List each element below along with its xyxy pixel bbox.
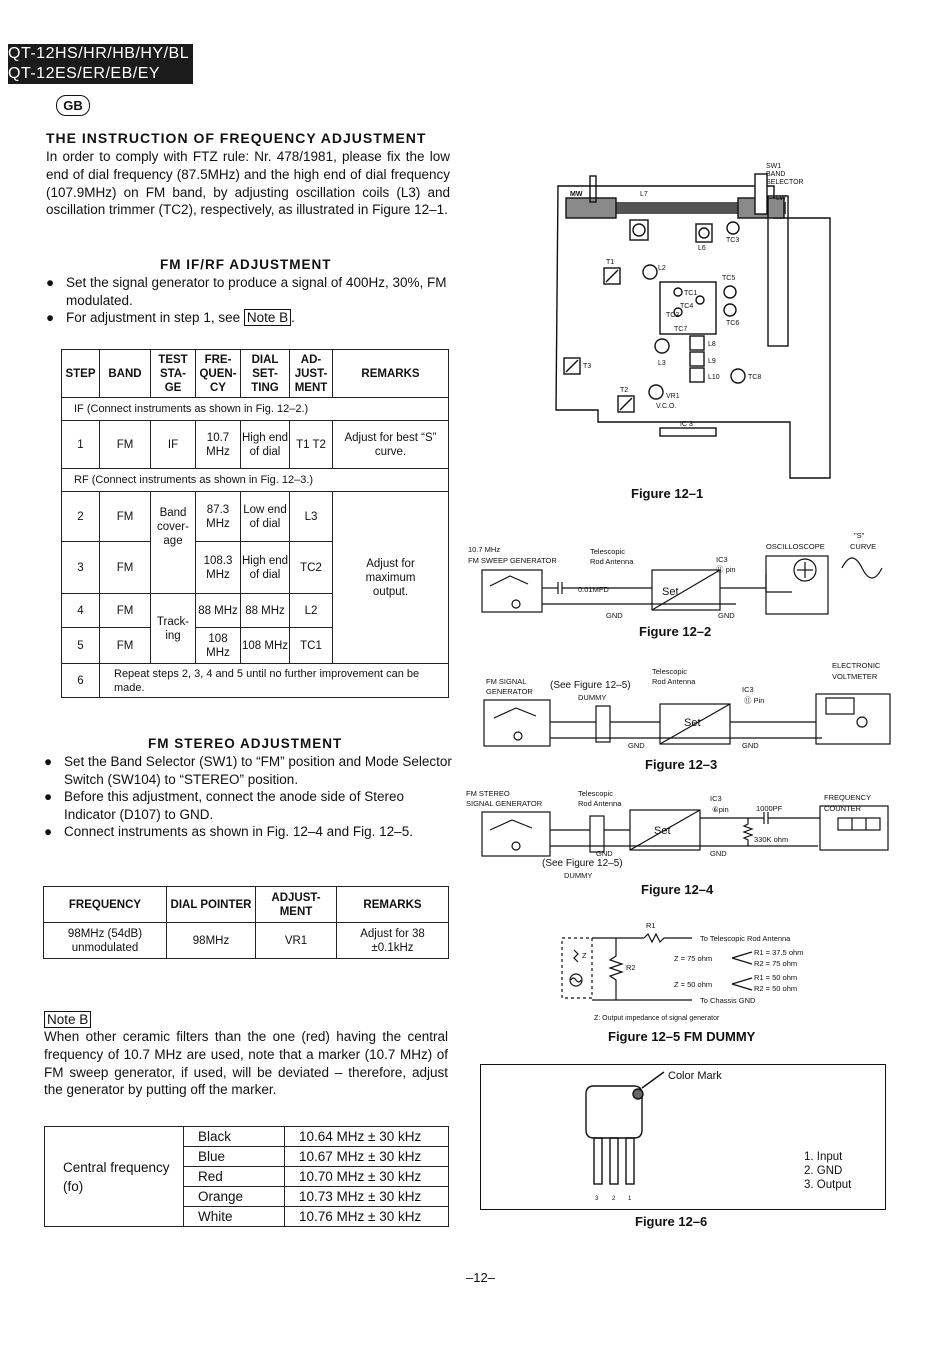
cell-band: FM: [100, 421, 151, 469]
page-number: –12–: [466, 1270, 495, 1285]
cell-repeat-note: Repeat steps 2, 3, 4 and 5 until no further improvement can be made.: [100, 664, 449, 698]
pcb-label: TC8: [748, 374, 762, 381]
fig3-label: VOLTMETER: [832, 672, 878, 681]
filter-frequency: 10.76 MHz ± 30 kHz: [285, 1207, 449, 1227]
fig2-label: IC3: [716, 555, 728, 564]
cell-step: 2: [62, 492, 100, 542]
cell-adjust: L2: [290, 594, 333, 628]
fm-stereo-bullet-2: ● Before this adjustment, connect the anode side of Stereo Indicator (D107) to GND.: [44, 789, 404, 822]
pcb-label: LW: [776, 195, 786, 202]
fig5-label: R1 = 50 ohm: [754, 973, 798, 982]
pcb-label: IC 3: [680, 421, 693, 428]
pin-function-item: 1. Input: [804, 1151, 843, 1163]
filter-color: Orange: [184, 1187, 285, 1207]
col-adjustment: ADJUST-MENT: [256, 887, 337, 923]
cell-band: FM: [100, 492, 151, 542]
figure-12-1-pcb-diagram: [548, 160, 848, 480]
pcb-label: T2: [620, 387, 629, 394]
bullet-text: Connect instruments as shown in Fig. 12–4 and Fig. 12–5.: [64, 824, 413, 839]
pcb-label: TC2: [666, 312, 680, 319]
intro-title: THE INSTRUCTION OF FREQUENCY ADJUSTMENT: [46, 130, 427, 146]
fig5-label: R2 = 50 ohm: [754, 984, 798, 993]
fig2-label: "S": [854, 531, 865, 540]
col-dial-setting: DIAL SET- TING: [241, 350, 290, 398]
fig5-label: R2 = 75 ohm: [754, 959, 798, 968]
fm-ifrf-bullet-2: ● For adjustment in step 1, see Note B .: [46, 310, 295, 325]
fig4-label: DUMMY: [564, 871, 593, 880]
pcb-label: TC4: [680, 303, 694, 310]
cell-step: 6: [62, 664, 100, 698]
fig5-label: Z: Output impedance of signal generator: [594, 1015, 720, 1022]
figure-12-6-caption: Figure 12–6: [635, 1214, 708, 1229]
col-band: BAND: [100, 350, 151, 398]
bullet-text: Before this adjustment, connect the anode side of Stereo Indicator (D107) to GND.: [64, 789, 404, 822]
note-b-label: Note B: [44, 1011, 91, 1029]
pcb-label: L6: [698, 245, 706, 252]
fig4-label: ⑥pin: [712, 805, 729, 814]
country-badge: GB: [56, 95, 90, 116]
pcb-label: TC1: [684, 290, 698, 297]
col-frequency: FREQUENCY: [44, 887, 167, 923]
pin-function-item: 3. Output: [804, 1179, 852, 1191]
col-frequency: FRE- QUEN- CY: [196, 350, 241, 398]
model-line-1: QT-12HS/HR/HB/HY/BL: [8, 45, 190, 62]
cell-stage: IF: [151, 421, 196, 469]
model-line-2: QT-12ES/ER/EB/EY: [8, 65, 161, 82]
fig4-label: (See Figure 12–5): [542, 858, 623, 869]
fig2-label: 0.01MFD: [578, 585, 609, 594]
pcb-label: L3: [658, 360, 666, 367]
filter-color: White: [184, 1207, 285, 1227]
cell-frequency: 98MHz (54dB) unmodulated: [44, 923, 167, 959]
model-number-banner: [8, 44, 193, 84]
filter-color: Black: [184, 1127, 285, 1147]
fig3-label: GENERATOR: [486, 687, 533, 696]
fig5-label: Z = 50 ohm: [674, 980, 713, 989]
fig4-label: GND: [710, 849, 727, 858]
fig3-label: DUMMY: [578, 693, 607, 702]
filter-color: Red: [184, 1167, 285, 1187]
figure-12-6-ceramic-filter: [560, 1068, 670, 1204]
pcb-label: TC5: [722, 275, 736, 282]
fig3-label: ⑪ Pin: [744, 696, 765, 705]
fm-ifrf-title: FM IF/RF ADJUSTMENT: [160, 257, 332, 272]
fig3-label: Rod Antenna: [652, 677, 696, 686]
col-step: STEP: [62, 350, 100, 398]
pcb-label: L8: [708, 341, 716, 348]
figure-12-3-diagram: [482, 658, 902, 754]
cell-dial: Low end of dial: [241, 492, 290, 542]
fig3-label: GND: [628, 741, 645, 750]
fig2-label: ⑪ pin: [716, 565, 736, 574]
cell-dial: High end of dial: [241, 421, 290, 469]
pcb-label: T1: [606, 259, 615, 266]
cell-frequency: 108 MHz: [196, 628, 241, 664]
cell-dial: 88 MHz: [241, 594, 290, 628]
fig4-label: IC3: [710, 794, 722, 803]
cell-step: 4: [62, 594, 100, 628]
cell-adjust: VR1: [256, 923, 337, 959]
cell-step: 3: [62, 542, 100, 594]
filter-frequency: 10.70 MHz ± 30 kHz: [285, 1167, 449, 1187]
fig5-label: To Telescopic Rod Antenna: [700, 934, 791, 943]
color-mark-label: Color Mark: [668, 1070, 722, 1082]
pcb-label: TC7: [674, 326, 688, 333]
fig3-label: (See Figure 12–5): [550, 680, 631, 691]
cell-band: FM: [100, 542, 151, 594]
fm-ifrf-bullet-1: ● Set the signal generator to produce a signal of 400Hz, 30%, FM modulated.: [46, 275, 447, 308]
filter-pin-number: 1: [628, 1196, 632, 1202]
col-test-stage: TEST STA- GE: [151, 350, 196, 398]
fig5-label: Z = 75 ohm: [674, 954, 713, 963]
cell-step: 5: [62, 628, 100, 664]
fig4-label: 1000PF: [756, 804, 783, 813]
if-note-row: IF (Connect instruments as shown in Fig. 12–2.): [62, 398, 449, 421]
fig4-label: SIGNAL GENERATOR: [466, 799, 543, 808]
cell-adjust: TC2: [290, 542, 333, 594]
pcb-label: SELECTOR: [766, 179, 804, 186]
fig2-label: Set: [662, 586, 679, 598]
col-dial-pointer: DIAL POINTER: [167, 887, 256, 923]
fig5-label: R1 = 37.5 ohm: [754, 948, 804, 957]
cell-frequency: 88 MHz: [196, 594, 241, 628]
fig4-label: GND: [596, 849, 613, 858]
fm-stereo-bullet-1: ● Set the Band Selector (SW1) to “FM” position and Mode Selector Switch (SW104) to “STEREO” position.: [44, 754, 452, 787]
cell-remarks-rf: Adjust for maximum output.: [333, 492, 449, 664]
filter-frequency-table: [44, 1126, 449, 1227]
fig2-label: Telescopic: [590, 547, 626, 556]
fig5-label: Z: [582, 951, 587, 960]
figure-12-1-caption: Figure 12–1: [631, 486, 704, 501]
fig5-label: R2: [626, 963, 636, 972]
fig3-label: FM SIGNAL: [486, 677, 527, 686]
central-frequency-label: Central frequency (fo): [45, 1127, 184, 1227]
fig5-label: To Chassis GND: [700, 996, 756, 1005]
pcb-label: BAND: [766, 171, 786, 178]
pcb-label: TC6: [726, 320, 740, 327]
cell-band: FM: [100, 594, 151, 628]
pcb-label: TC3: [726, 237, 740, 244]
figure-12-4-diagram: [464, 784, 894, 882]
fig2-label: OSCILLOSCOPE: [766, 542, 825, 551]
filter-frequency: 10.73 MHz ± 30 kHz: [285, 1187, 449, 1207]
fig2-label: Rod Antenna: [590, 557, 634, 566]
figure-12-5-caption: Figure 12–5 FM DUMMY: [608, 1029, 756, 1044]
fig3-label: IC3: [742, 685, 754, 694]
cell-adjust: TC1: [290, 628, 333, 664]
cell-remarks: Adjust for 38 ±0.1kHz: [337, 923, 449, 959]
fig4-label: Set: [654, 825, 671, 837]
cell-band: FM: [100, 628, 151, 664]
pcb-label: VR1: [666, 393, 680, 400]
note-b-body: When other ceramic filters than the one (red) having the central frequency of 10.7 MHz are used, note that a marker (10.7 MHz) of FM sweep generator, if used, will be deviated – therefore, adjust the generator by putting off the marker.: [44, 1029, 448, 1098]
pin-function-item: 2. GND: [804, 1165, 843, 1177]
fig4-label: FM STEREO: [466, 789, 510, 798]
fm-stereo-bullet-3: ● Connect instruments as shown in Fig. 12–4 and Fig. 12–5.: [44, 824, 413, 839]
filter-pin-number: 3: [595, 1196, 599, 1202]
fig3-label: Telescopic: [652, 667, 688, 676]
fig4-label: 330K ohm: [754, 835, 789, 844]
fig3-label: ELECTRONIC: [832, 661, 881, 670]
pcb-label: V.C.O.: [656, 403, 677, 410]
col-remarks: REMARKS: [333, 350, 449, 398]
figure-12-3-caption: Figure 12–3: [645, 757, 718, 772]
fig5-label: R1: [646, 921, 656, 930]
cell-dial: 98MHz: [167, 923, 256, 959]
figure-12-5-dummy-diagram: [556, 918, 836, 1028]
fig3-label: GND: [742, 741, 759, 750]
cell-stage: Band cover-age: [151, 492, 196, 594]
fm-ifrf-table: [61, 349, 449, 698]
fm-stereo-title: FM STEREO ADJUSTMENT: [148, 736, 343, 751]
pcb-label: L7: [640, 191, 648, 198]
figure-12-2-diagram: [466, 528, 896, 626]
pcb-label: L2: [658, 265, 666, 272]
cell-step: 1: [62, 421, 100, 469]
filter-frequency: 10.67 MHz ± 30 kHz: [285, 1147, 449, 1167]
bullet-text-end: .: [291, 310, 295, 325]
cell-frequency: 108.3 MHz: [196, 542, 241, 594]
bullet-text: Set the Band Selector (SW1) to “FM” position and Mode Selector Switch (SW104) to “STEREO” position.: [64, 754, 452, 787]
col-remarks: REMARKS: [337, 887, 449, 923]
pcb-label: L9: [708, 358, 716, 365]
fig3-label: Set: [684, 717, 701, 729]
fig4-label: Telescopic: [578, 789, 614, 798]
fig2-label: 10.7 MHz: [468, 545, 501, 554]
pcb-label: L10: [708, 374, 720, 381]
pcb-label: T3: [583, 363, 592, 370]
cell-dial: High end of dial: [241, 542, 290, 594]
fig2-label: GND: [606, 611, 623, 620]
cell-frequency: 10.7 MHz: [196, 421, 241, 469]
figure-12-2-caption: Figure 12–2: [639, 624, 712, 639]
fig2-label: FM SWEEP GENERATOR: [468, 556, 557, 565]
fig4-label: Rod Antenna: [578, 799, 622, 808]
intro-body: In order to comply with FTZ rule: Nr. 478/1981, please fix the low end of dial frequency (87.5MHz) and the high end of dial frequency (107.9MHz) on FM band, by adjusting oscillation coils (L3) and oscillation trimmer (TC2), respectively, as illustrated in Figure 12–1.: [46, 149, 450, 218]
fig4-label: FREQUENCY: [824, 793, 872, 802]
cell-dial: 108 MHz: [241, 628, 290, 664]
note-b-reference: Note B: [244, 309, 291, 326]
fig4-label: COUNTER: [824, 804, 862, 813]
pcb-label: MW: [570, 191, 583, 198]
cell-adjust: T1 T2: [290, 421, 333, 469]
cell-adjust: L3: [290, 492, 333, 542]
fig2-label: CURVE: [850, 542, 877, 551]
cell-frequency: 87.3 MHz: [196, 492, 241, 542]
fm-stereo-table: [43, 886, 449, 959]
fig2-label: GND: [718, 611, 735, 620]
bullet-text: For adjustment in step 1, see: [66, 310, 244, 325]
col-adjustment: AD- JUST- MENT: [290, 350, 333, 398]
filter-frequency: 10.64 MHz ± 30 kHz: [285, 1127, 449, 1147]
rf-note-row: RF (Connect instruments as shown in Fig. 12–3.): [62, 469, 449, 492]
filter-color: Blue: [184, 1147, 285, 1167]
cell-stage: Track-ing: [151, 594, 196, 664]
cell-remarks: Adjust for best “S” curve.: [333, 421, 449, 469]
bullet-text: Set the signal generator to produce a signal of 400Hz, 30%, FM modulated.: [66, 275, 447, 308]
figure-12-4-caption: Figure 12–4: [641, 882, 714, 897]
filter-pin-number: 2: [612, 1196, 616, 1202]
pin-function-list: [804, 1150, 851, 1192]
pcb-label: SW1: [766, 163, 782, 170]
